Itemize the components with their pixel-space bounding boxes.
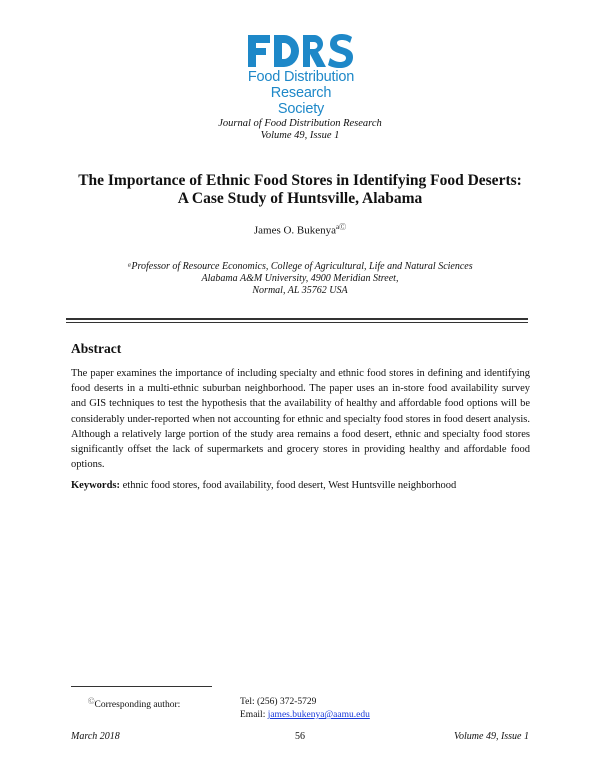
footnote-email-row <box>240 709 370 722</box>
logo-letter-d <box>274 35 299 67</box>
author <box>0 222 600 237</box>
journal-name: Journal of Food Distribution Research <box>218 118 382 129</box>
affiliation <box>0 261 600 297</box>
footer-date: March 2018 <box>71 731 120 742</box>
abstract-text: The paper examines the importance of including specialty and ethnic food stores in defining and identifying food deserts in a multi-ethnic suburban neighborhood. The paper uses an in-store food availability survey and GIS techniques to test the hypothesis that the availability of healthy and affordable food options will be considerably under-reported when not accounting for ethnic and specialty food stores in food desert analysis. Although a relatively large portion of the study area remains a food desert, ethnic and specialty food stores significantly offset the lack of supermarkets and grocery stores in providing healthy and affordable food options. <box>71 368 530 471</box>
title-line1: The Importance of Ethnic Food Stores in Identifying Food Deserts: <box>78 172 522 189</box>
page-number: 56 <box>295 731 305 742</box>
footnote-contact <box>240 696 370 722</box>
journal-volume: Volume 49, Issue 1 <box>260 130 340 141</box>
author-name: James O. Bukenya <box>253 224 337 237</box>
section-divider-thin <box>66 322 528 323</box>
author-sup: aⒸ <box>336 223 347 231</box>
section-divider-thick <box>66 318 528 320</box>
corresponding-author-label: Corresponding author: <box>94 700 181 711</box>
footnote-label <box>88 696 180 710</box>
journal-header <box>0 118 600 142</box>
footnote-divider <box>71 686 212 687</box>
affiliation-line2: Alabama A&M University, 4900 Meridian Street, <box>201 273 399 284</box>
affiliation-line3: Normal, AL 35762 USA <box>252 285 348 296</box>
logo-name-line1: Food Distribution <box>247 69 355 85</box>
fdrs-logo <box>246 33 356 117</box>
email-label: Email: <box>240 710 266 720</box>
title-line2: A Case Study of Huntsville, Alabama <box>177 190 423 207</box>
keywords-text: ethnic food stores, food availability, food desert, West Huntsville neighborhood <box>122 480 457 491</box>
keywords-label: Keywords: <box>71 480 120 491</box>
footnote-tel: Tel: (256) 372-5729 <box>240 697 317 707</box>
logo-letter-r <box>303 35 326 67</box>
footer-volume: Volume 49, Issue 1 <box>454 731 529 742</box>
logo-name-line2: Research Society <box>270 85 332 117</box>
email-link[interactable]: james.bukenya@aamu.edu <box>267 710 370 720</box>
abstract-heading: Abstract <box>71 341 122 356</box>
footnote-sup: Ⓒ <box>88 698 95 705</box>
logo-letter-s <box>328 34 353 68</box>
fdrs-logo-mark <box>246 33 356 69</box>
affiliation-line1: ᵃProfessor of Resource Economics, College of Agricultural, Life and Natural Sciences <box>127 261 473 272</box>
keywords <box>71 480 456 491</box>
paper-title <box>0 172 600 208</box>
